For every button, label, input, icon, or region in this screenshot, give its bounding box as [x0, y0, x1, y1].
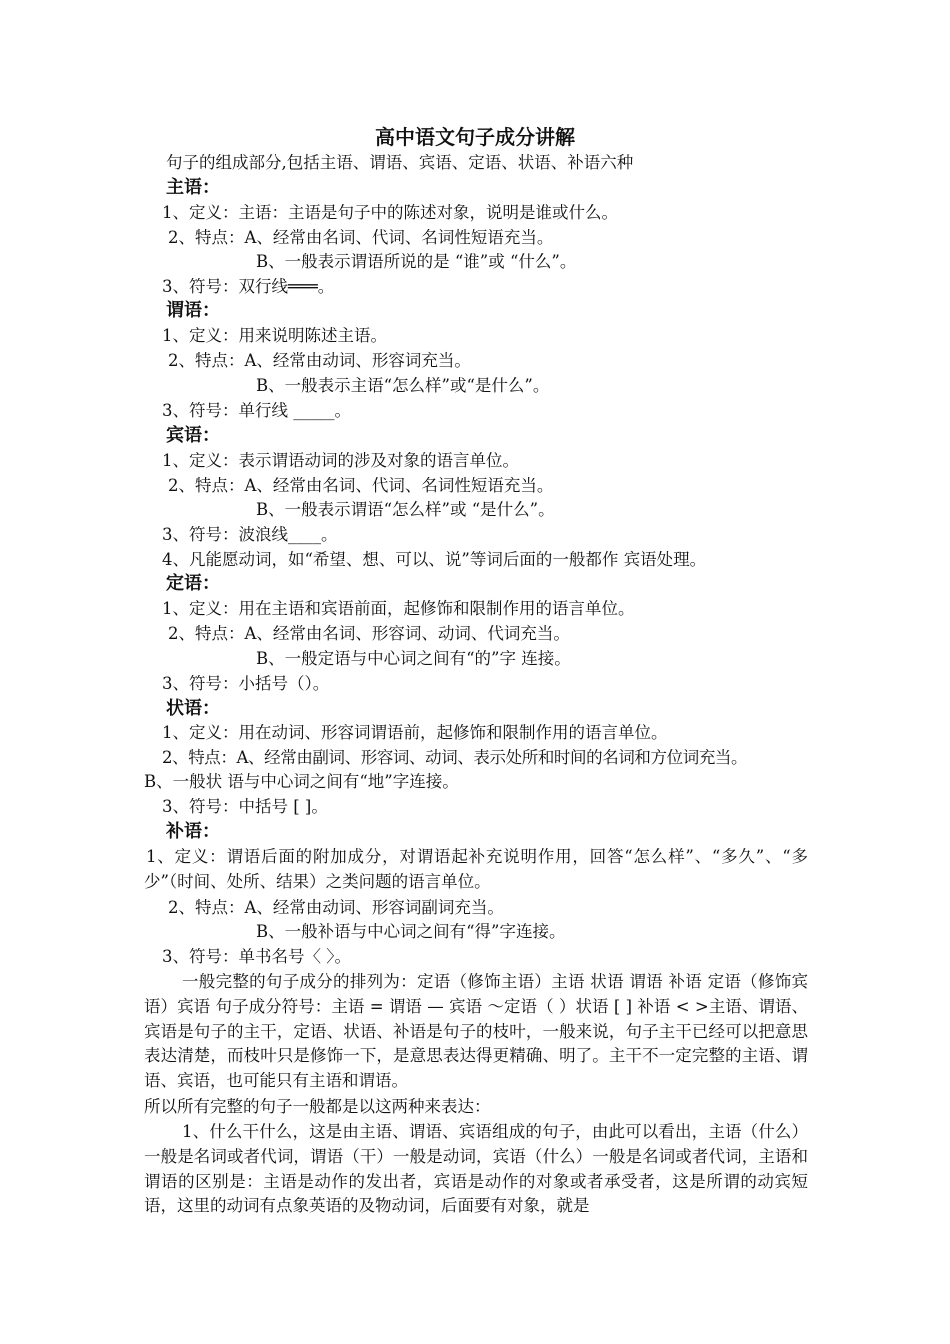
predicate-definition: 1、定义：用来说明陈述主语。 [162, 326, 387, 345]
object-feature-a: 2、特点：A、经常由名词、代词、名词性短语充当。 [168, 476, 554, 495]
complement-definition: 1、定义：谓语后面的附加成分，对谓语起补充说明作用，回答“怎么样”、“多久”、“多少”（时间、处所、结果）之类问题的语言单位。 [144, 847, 808, 891]
complement-symbol: 3、符号：单书名号〈 〉。 [162, 947, 351, 966]
object-feature-b: B、一般表示谓语“怎么样”或 “是什么”。 [256, 500, 555, 519]
section-heading-complement: 补语： [166, 821, 220, 842]
attributive-symbol: 3、符号：小括号（）。 [162, 674, 330, 693]
section-heading-attributive: 定语： [166, 573, 220, 594]
complement-feature-a: 2、特点：A、经常由动词、形容词副词充当。 [168, 898, 504, 917]
section-heading-object: 宾语： [166, 425, 220, 446]
object-definition: 1、定义：表示谓语动词的涉及对象的语言单位。 [162, 451, 519, 470]
predicate-feature-b: B、一般表示主语“怎么样”或“是什么”。 [256, 376, 550, 395]
adverbial-feature-a: 2、特点：A、经常由副词、形容词、动词、表示处所和时间的名词和方位词充当。 [162, 748, 748, 767]
subject-symbol: 3、符号：双行线═══。 [162, 277, 335, 296]
document-title: 高中语文句子成分讲解 [375, 125, 575, 149]
subject-feature-b: B、一般表示谓语所说的是 “谁”或 “什么”。 [256, 252, 577, 271]
adverbial-definition: 1、定义：用在动词、形容词谓语前，起修饰和限制作用的语言单位。 [162, 723, 668, 742]
intro-line: 句子的组成部分,包括主语、谓语、宾语、定语、状语、补语六种 [166, 153, 634, 172]
object-note: 4、凡能愿动词，如“希望、想、可以、说”等词后面的一般都作 宾语处理。 [162, 550, 707, 569]
predicate-symbol: 3、符号：单行线 _____。 [162, 401, 351, 420]
attributive-definition: 1、定义：用在主语和宾语前面，起修饰和限制作用的语言单位。 [162, 599, 635, 618]
section-heading-adverbial: 状语： [166, 698, 220, 719]
subject-definition: 1、定义：主语：主语是句子中的陈述对象，说明是谁或什么。 [162, 203, 618, 222]
complement-feature-b: B、一般补语与中心词之间有“得”字连接。 [256, 922, 566, 941]
adverbial-feature-b: B、一般状 语与中心词之间有“地”字连接。 [144, 772, 459, 791]
transition-line: 所以所有完整的句子一般都是以这两种来表达： [144, 1097, 491, 1116]
subject-feature-a: 2、特点：A、经常由名词、代词、名词性短语充当。 [168, 228, 554, 247]
attributive-feature-a: 2、特点：A、经常由名词、形容词、动词、代词充当。 [168, 624, 570, 643]
section-heading-subject: 主语： [166, 177, 220, 198]
section-heading-predicate: 谓语： [166, 300, 220, 321]
attributive-feature-b: B、一般定语与中心词之间有“的”字 连接。 [256, 649, 571, 668]
final-paragraph: 1、什么干什么，这是由主语、谓语、宾语组成的句子，由此可以看出，主语（什么）一般是名词或者代词，谓语（干）一般是动词，宾语（什么）一般是名词或者代词，主语和谓语的区别是：主语是动作的发出者，宾语是动作的对象或者承受者，这是所谓的动宾短语，这里的动词有点象英语的及物动词，后面要有对象，就是 [144, 1122, 808, 1216]
object-symbol: 3、符号：波浪线____。 [162, 525, 338, 544]
predicate-feature-a: 2、特点：A、经常由动词、形容词充当。 [168, 351, 471, 370]
adverbial-symbol: 3、符号：中括号 [ ]。 [162, 797, 328, 816]
summary-paragraph: 一般完整的句子成分的排列为：定语（修饰主语）主语 状语 谓语 补语 定语（修饰宾语）宾语 句子成分符号：主语 = 谓语 — 宾语 ～定语（ ）状语 [ ] 补语 < >主语、谓语、宾语是句子的主干，定语、状语、补语是句子的枝叶，一般来说，句子主干已经可以把意思表达清楚，而枝叶只是修饰一下，是意思表达得更精确、明了。主干不一定完整的主语、谓语、宾语，也可能只有主语和谓语。 [144, 972, 808, 1091]
